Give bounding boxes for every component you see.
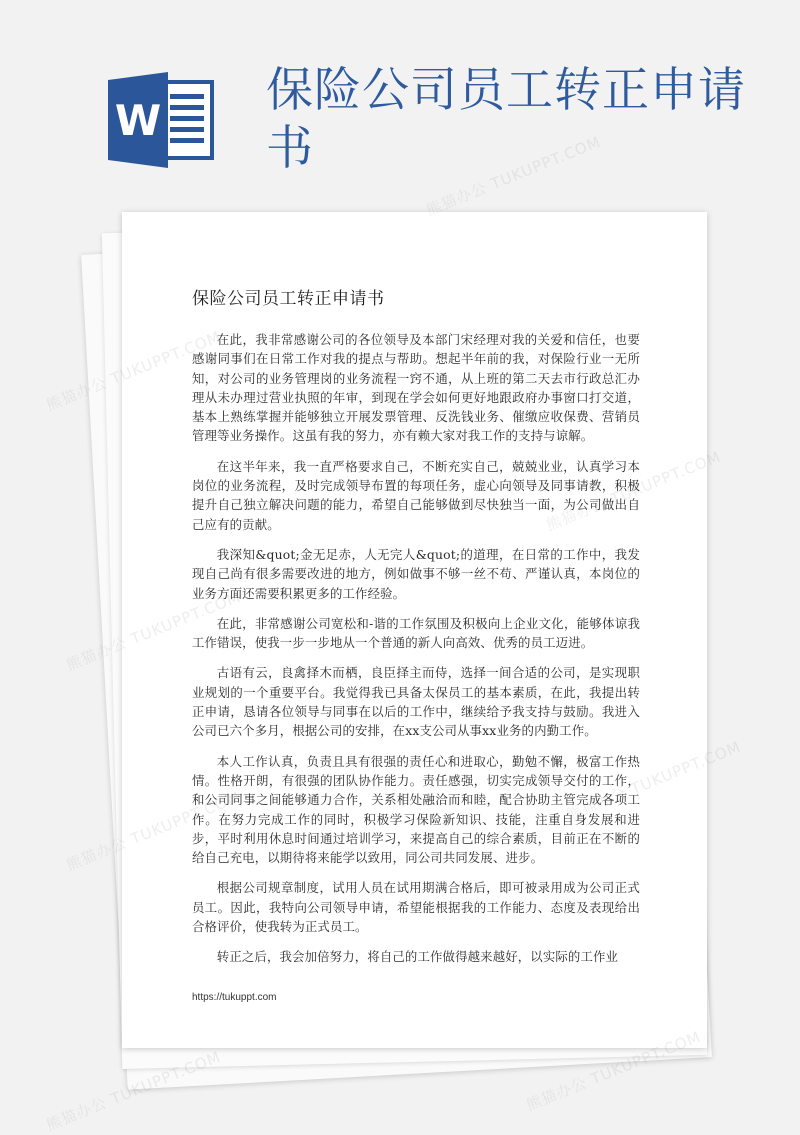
- watermark: 熊猫办公 TUKUPPT.COM: [43, 1047, 224, 1135]
- paragraph: 在此，非常感谢公司宽松和-谐的工作氛围及积极向上企业文化，能够体谅我工作错误，使我一步一步地从一个普通的新人向高效、优秀的员工迈进。: [192, 615, 640, 651]
- watermark: 熊猫办公: [63, 833, 130, 875]
- watermark: 熊猫办公 TUKUPPT.COM: [523, 1027, 704, 1115]
- word-document-icon: [108, 72, 220, 168]
- paragraph: 本人工作认真，负责且具有很强的责任心和进取心，勤勉不懈，极富工作热情。性格开朗，有很强的团队协作能力。责任感强，切实完成领导交付的工作，和公司同事之间能够通力合作，关系相处融洽而和睦，配合协助主管完成各项工作。在努力完成工作的同时，积极学习保险新知识、技能，注重自身发展和进步，平时利用休息时间通过培训学习，来提高自己的综合素质，目前正在不断的给自己充电，以期待将来能学以致用，同公司共同发展、进步。: [192, 753, 640, 866]
- document-page: [122, 212, 707, 1048]
- watermark: 熊猫办公 TUKUPPT.COM: [423, 132, 604, 220]
- svg-text:W: W: [114, 96, 162, 145]
- paragraph: 根据公司规章制度，试用人员在试用期满合格后，即可被录用成为公司正式员工。因此，我特向公司领导申请，希望能根据我的工作能力、态度及表现给出合格评价，使我转为正式员工。: [192, 880, 640, 935]
- footer-url: https://tukuppt.com: [192, 992, 277, 1003]
- paragraph: 在这半年来，我一直严格要求自己，不断充实自己，兢兢业业，认真学习本岗位的业务流程，及时完成领导布置的每项任务，虚心向领导及同事请教，积极提升自己独立解决问题的能力，希望自己能够做到尽快独当一面，为公司做出自己应有的贡献。: [192, 458, 640, 532]
- paragraph: 古语有云，良禽择木而栖，良臣择主而侍，选择一间合适的公司，是实现职业规划的一个重要平台。我觉得我已具备太保员工的基本素质，在此，我提出转正申请，恳请各位领导与同事在以后的工作中，继续给予我支持与鼓励。我进入公司已六个多月，根据公司的安排，在xx支公司从事xx业务的内勤工作。: [192, 665, 640, 739]
- page-title: 保险公司员工转正申请书: [266, 63, 746, 176]
- header: [0, 0, 800, 200]
- paragraph: 我深知&quot;金无足赤，人无完人&quot;的道理，在日常的工作中，我发现自己尚有很多需要改进的地方，例如做事不够一丝不苟、严谨认真，本岗位的业务方面还需要积累更多的工作经验。: [192, 546, 640, 601]
- watermark: 熊猫办公: [63, 633, 130, 675]
- watermark: 熊猫办公: [43, 373, 110, 415]
- paragraph: 在此，我非常感谢公司的各位领导及本部门宋经理对我的关爱和信任，也要感谢同事们在日常工作对我的提点与帮助。想起半年前的我，对保险行业一无所知，对公司的业务管理岗的业务流程一窍不通，从上班的第二天去市行政总汇办理从未办理过营业执照的年审，到现在学会如何更好地跟政府办事窗口打交道，基本上熟练掌握并能够独立开展发票管理、反洗钱业务、催缴应收保费、营销员管理等业务操作。这虽有我的努力，亦有赖大家对我工作的支持与谅解。: [192, 332, 640, 444]
- document-title: 保险公司员工转正申请书: [192, 289, 385, 309]
- paragraph: 转正之后，我会加倍努力，将自己的工作做得越来越好，以实际的工作业: [216, 949, 619, 965]
- document-body: [192, 330, 640, 990]
